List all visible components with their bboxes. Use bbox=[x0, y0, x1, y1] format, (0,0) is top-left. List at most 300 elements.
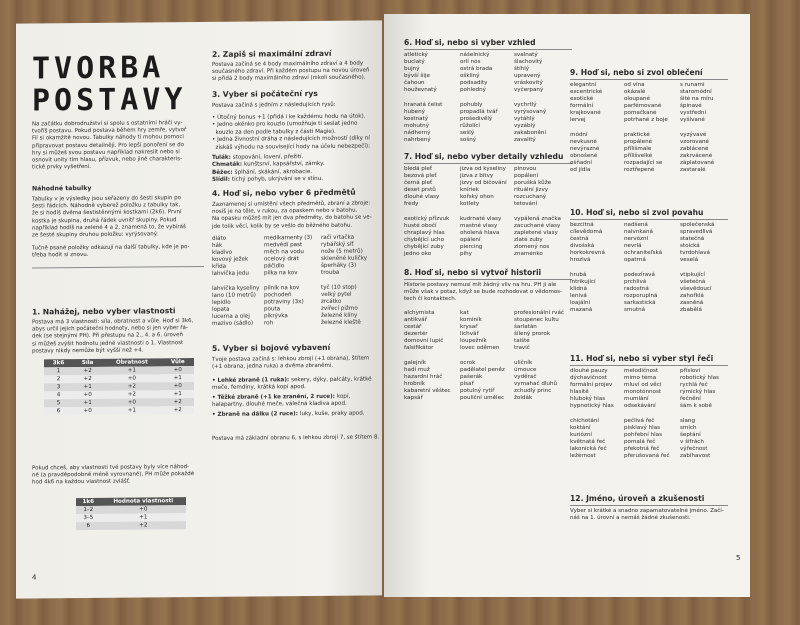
table-entry: růžolící bbox=[460, 122, 480, 129]
text-line: né (a pravděpodobně méně vyrovnané), PH může pokaždé bbox=[32, 471, 195, 479]
items-column-3 bbox=[321, 235, 367, 328]
s9-col-1 bbox=[570, 82, 602, 174]
table-entry bbox=[624, 125, 668, 132]
items-column-2 bbox=[264, 235, 312, 328]
table-entry: pomalá řeč bbox=[624, 438, 656, 445]
item: lano (10 metrů) bbox=[212, 292, 256, 299]
table-cell: +1 bbox=[73, 399, 102, 407]
table-entry: znaménko bbox=[514, 251, 543, 258]
table-entry bbox=[404, 353, 451, 360]
heading-section-5: 5. Vyber si bojové vybavení bbox=[212, 342, 331, 353]
table-entry: zlomený nos bbox=[514, 244, 550, 251]
table-cell: +2 bbox=[101, 521, 186, 530]
section-2-text bbox=[212, 60, 382, 83]
table-entry: rozcuchaný bbox=[514, 194, 547, 201]
weapon-type: • Těžké zbraně (+1 ke zranění, 2 ruce): bbox=[212, 393, 337, 401]
heading-section-4: 4. Hoď si, nebo vyber 6 předmětů bbox=[212, 187, 356, 198]
weapon-examples: sekery, dýky, palcáty, krátké meče, femdíny, krátká kopí apod. bbox=[212, 376, 372, 392]
table-entry: tetování bbox=[514, 201, 538, 208]
table-cell: +0 bbox=[73, 407, 102, 415]
text-line: může však v potaz, když se bude rozhodovat o vědomos- bbox=[404, 289, 563, 296]
table-cell: 3–5 bbox=[76, 514, 101, 522]
table-cell: +1 bbox=[161, 374, 194, 382]
table-entry bbox=[680, 411, 719, 418]
divider bbox=[570, 79, 728, 80]
item: nože (5 metrů) bbox=[321, 248, 363, 256]
text-line: Tučně psané položky odkazují na další tabulky, kde je po- bbox=[32, 244, 190, 252]
table-entry: travič bbox=[514, 345, 530, 352]
table-entry: exotické bbox=[570, 96, 594, 103]
table-entry: smích bbox=[680, 424, 697, 431]
table-entry: vzorované bbox=[680, 138, 709, 145]
table-cell: 4 bbox=[44, 391, 73, 399]
item: zvířecí pižmo bbox=[321, 305, 358, 312]
table-entry: ostrá brada bbox=[460, 66, 493, 73]
table-entry: bledá pleť bbox=[404, 166, 433, 172]
table-entry: nervózní bbox=[624, 236, 649, 243]
table-entry: s runami bbox=[680, 82, 705, 88]
bullet-item: • Útočný bonus +1 (přidá i ke každému hodu na útok). bbox=[212, 113, 366, 121]
item: pouta bbox=[264, 306, 281, 313]
item: křída bbox=[212, 264, 227, 271]
text-line: kostka je skupina, druhá řádek uvnitř skupiny. Pokud bbox=[32, 216, 177, 225]
section-12-text bbox=[570, 508, 740, 522]
table-entry: čestná bbox=[570, 236, 589, 243]
table-entry: zablácené bbox=[680, 145, 709, 152]
table-entry: cestář bbox=[404, 324, 422, 331]
table-entry: ošňadní bbox=[570, 160, 592, 167]
trade-skills: stopování, lovení, přežití. bbox=[232, 154, 304, 161]
item: pilka na kov bbox=[264, 270, 298, 277]
heading-section-6: 6. Hoď si, nebo si vyber vzhled bbox=[404, 38, 536, 47]
item: pochodeň bbox=[264, 291, 292, 299]
text-line: ze šesté skupiny druhou položku: vyrýsovaný. bbox=[32, 231, 158, 239]
table-entry: profesionální rváč bbox=[514, 310, 564, 316]
table-entry: vyzývavé bbox=[680, 131, 707, 138]
table-entry: smutná bbox=[624, 307, 646, 314]
item: šperháky (3) bbox=[321, 263, 357, 270]
bullet-item: kouzlo za den podle tabulky z části Magie). bbox=[212, 128, 336, 136]
table-entry: exotický přízvuk bbox=[404, 215, 450, 222]
divider bbox=[570, 505, 728, 506]
table-entry: oškliný bbox=[460, 73, 480, 80]
table-entry: rituální jizvy bbox=[514, 187, 549, 194]
item: roh bbox=[264, 320, 274, 327]
table-cell: +1 bbox=[102, 406, 161, 415]
table-entry: šílený prorok bbox=[514, 331, 551, 338]
item: píkrývka bbox=[264, 313, 288, 320]
table-entry: hrobník bbox=[404, 380, 426, 387]
table-entry: formální projev bbox=[570, 382, 613, 389]
trade-name: Slídil: bbox=[212, 176, 232, 184]
table-entry: roztřepené bbox=[624, 167, 655, 174]
table-entry: rychlá řeč bbox=[680, 382, 708, 389]
table-entry: stoupenec kultu bbox=[514, 317, 559, 324]
table-entry bbox=[624, 265, 662, 272]
text-line: jde tolik věcí, kolik by se vešlo do běžného batohu. bbox=[212, 222, 353, 230]
table-entry: vráskovitý bbox=[514, 80, 543, 87]
table-cell: 2 bbox=[44, 375, 73, 383]
table-entry: všetečná bbox=[680, 278, 706, 285]
table-entry: robotický hlas bbox=[680, 375, 719, 382]
text-line: nosíš je na těle, v rukou, za opaskem nebo v batohu. bbox=[212, 207, 358, 216]
item: velký pytel bbox=[321, 291, 352, 298]
table-entry: květnatá řeč bbox=[570, 438, 606, 445]
table-entry: orlí nos bbox=[460, 59, 481, 66]
table-entry: hluboký hlas bbox=[570, 396, 606, 403]
page-number-left: 4 bbox=[32, 573, 37, 582]
table-entry: podezíravá bbox=[624, 271, 655, 278]
table-entry: zchudlý princ bbox=[514, 388, 552, 395]
table-entry: zavalitý bbox=[514, 137, 536, 144]
table-entry: pohřební hlas bbox=[624, 431, 663, 438]
heading-section-11: 11. Hoď si, nebo si vyber styl řeči bbox=[570, 354, 714, 363]
table-cell: +2 bbox=[161, 398, 194, 406]
s9-col-2 bbox=[624, 82, 668, 174]
table-entry: elegantní bbox=[570, 82, 597, 88]
item: lopata bbox=[212, 306, 230, 313]
trade-list bbox=[212, 153, 382, 184]
table-cell: +2 bbox=[73, 375, 102, 383]
table-entry: pinovou bbox=[514, 166, 537, 172]
table-entry: přílišvelké bbox=[624, 152, 653, 159]
table-entry bbox=[570, 125, 602, 132]
text-line: například hodíš na zelené 4 a 2, znamená to, že vybíráš bbox=[32, 223, 186, 232]
table-cell: +1 bbox=[73, 383, 102, 391]
table-entry: dlouhé vlasy bbox=[404, 194, 440, 201]
table-entry: záplatované bbox=[680, 160, 715, 167]
s11-col-2 bbox=[624, 368, 670, 460]
table-cell: +0 bbox=[161, 366, 194, 374]
weapons-list bbox=[212, 376, 380, 420]
text-line: šesti řádcích. Náhodně vyberež položku z tabulky tak, bbox=[32, 202, 181, 210]
item: lepidlo bbox=[212, 299, 231, 306]
divider bbox=[570, 219, 728, 220]
heading-section-1: 1. Nahážej, nebo vyber vlastnosti bbox=[32, 306, 176, 317]
table-entry: výřečnost bbox=[680, 446, 708, 453]
table-entry: mumlání bbox=[624, 396, 649, 403]
divider bbox=[404, 163, 572, 164]
text-line: Zaznamenej si umístění všech předmětů, zbraní a zbroje: bbox=[212, 200, 371, 208]
table-entry: mazaná bbox=[570, 307, 593, 314]
trade-skills: kunštsrví, kapsářství, zámky. bbox=[244, 161, 325, 169]
table-entry: bezcitná bbox=[570, 222, 594, 228]
item: železné kleště bbox=[321, 319, 361, 327]
table-entry: falsifikátor bbox=[404, 345, 434, 352]
table-entry: špinavé bbox=[680, 103, 702, 110]
table-cell: +0 bbox=[161, 382, 194, 390]
text-line: Tabulky v je výsledky jsou seřazeny do šesti skupin po bbox=[32, 195, 182, 203]
table-entry: chichotání bbox=[570, 417, 599, 424]
table-entry bbox=[514, 353, 564, 360]
bullet-item: získáš výhodu na související hody na účelu nebezpečí): bbox=[212, 143, 370, 151]
table-cell: +1 bbox=[102, 366, 161, 375]
item: medvědí past bbox=[264, 242, 303, 249]
random-tables-text bbox=[32, 195, 208, 240]
table-entry: potulný rytíř bbox=[460, 388, 495, 395]
table-cell: 3 bbox=[44, 383, 73, 391]
table-entry: alchymista bbox=[404, 310, 435, 316]
table-entry: nahrbený bbox=[404, 137, 431, 144]
table-entry bbox=[680, 125, 714, 132]
table-entry: kabaretní věštec bbox=[404, 388, 451, 395]
table-entry: zlaté zuby bbox=[514, 236, 543, 243]
table-entry: kořský ohon bbox=[460, 194, 494, 201]
table-entry: sešlý bbox=[460, 130, 475, 137]
table-entry: od vína bbox=[624, 82, 645, 88]
table-entry: pisklavý hlas bbox=[624, 424, 661, 431]
item: medikamenty (3) bbox=[264, 235, 313, 242]
table-entry: fredy bbox=[404, 201, 419, 208]
table-entry: kotlety bbox=[460, 201, 480, 208]
table-entry: lovec oděmen bbox=[460, 345, 500, 352]
s11-col-3 bbox=[680, 368, 719, 460]
table-entry: cílevědomá bbox=[570, 229, 603, 236]
table-entry: zastaralé bbox=[680, 167, 706, 174]
item: lahvička jedu bbox=[212, 271, 249, 278]
table-entry: kat bbox=[460, 310, 469, 316]
table-entry: loupežník bbox=[460, 338, 487, 345]
table-entry: bezová pleť bbox=[404, 173, 437, 180]
table-entry: mimo téma bbox=[624, 375, 657, 382]
table-entry: bývší šije bbox=[404, 73, 430, 80]
weapon-type: • Lehké zbraně (1 ruka): bbox=[212, 377, 292, 384]
heading-section-9: 9. Hoď si, nebo si zvol oblečení bbox=[570, 68, 703, 77]
item: měch na vodu bbox=[264, 249, 304, 256]
table-header: Obratnost bbox=[102, 358, 161, 367]
table-entry: lenivá bbox=[570, 292, 587, 299]
s6-col-3 bbox=[514, 52, 546, 144]
table-cell: +0 bbox=[101, 505, 186, 514]
table-entry: opatrná bbox=[624, 257, 646, 264]
table-entry bbox=[514, 95, 546, 102]
table-entry: písař bbox=[460, 380, 474, 387]
text-line: Historie postavy nemusí mít žádný vliv na hru. PH ji ale bbox=[404, 282, 557, 288]
table-entry: radostná bbox=[624, 285, 649, 292]
table-entry: zacuchané vlasy bbox=[514, 222, 561, 229]
table-entry: koktání bbox=[570, 424, 591, 431]
text-line: třeba hodit si znovu. bbox=[32, 252, 89, 259]
table-entry: naivnkaná bbox=[624, 229, 653, 236]
s10-col-1 bbox=[570, 222, 605, 314]
table-entry: chybějící ucho bbox=[404, 236, 445, 243]
table-entry: rozporuplná bbox=[624, 292, 658, 299]
table-cell: 6 bbox=[76, 522, 101, 530]
table-entry: nevkusné bbox=[570, 138, 597, 145]
table-entry: spravedlivá bbox=[680, 229, 713, 236]
text-line: hod 4k6 na každou vlastnost zvlášť. bbox=[32, 479, 131, 486]
table-entry: prošedivělý bbox=[460, 115, 493, 122]
s7-col-3 bbox=[514, 166, 561, 258]
title-line-1: TVORBA bbox=[32, 50, 165, 87]
table-entry: potrhané z boje bbox=[624, 117, 668, 124]
item: páčidlo bbox=[264, 263, 285, 270]
table-cell: +0 bbox=[73, 391, 102, 399]
table-entry: hazardní hráč bbox=[404, 373, 443, 380]
table-entry: rýmický hlas bbox=[680, 389, 716, 396]
trade-item bbox=[212, 176, 382, 185]
table-entry: excentrické bbox=[570, 89, 603, 96]
item: dláto bbox=[212, 235, 227, 242]
trade-skills: tichý pohyb, ukrývání se v stínu. bbox=[231, 176, 324, 183]
table-entry: vyděrač bbox=[514, 373, 537, 380]
table-entry bbox=[624, 411, 670, 418]
table-entry: zahořklá bbox=[680, 292, 704, 299]
table-entry bbox=[404, 209, 449, 216]
table-entry: lichvář bbox=[460, 331, 479, 338]
table-entry: buclatý bbox=[404, 59, 425, 66]
table-entry bbox=[680, 265, 714, 272]
text-line: připravovat postavu detailněji. Pro lepší ponoření se do bbox=[32, 141, 185, 150]
table-entry: dezertér bbox=[404, 331, 428, 338]
table-cell: +0 bbox=[102, 398, 161, 407]
table-entry: intrikující bbox=[570, 278, 596, 285]
table-cell: +2 bbox=[73, 367, 102, 375]
table-entry: krajkované bbox=[570, 110, 601, 117]
table-entry: pihy bbox=[460, 251, 472, 258]
table-entry: veselá bbox=[680, 257, 699, 264]
section-8-text bbox=[404, 282, 574, 304]
table-entry: hlasitě bbox=[570, 389, 589, 396]
table-entry: hrozivá bbox=[570, 257, 591, 264]
s8-col-2 bbox=[460, 310, 505, 402]
table-entry: přílišmale bbox=[624, 145, 652, 152]
text-line: tvoříš postavu. Pokud postava během hry zemře, vytvoř bbox=[32, 127, 187, 135]
heading-nahodne-tabulky: Náhodné tabulky bbox=[32, 184, 92, 193]
table-entry: melodičnost bbox=[624, 368, 659, 374]
item: potraviny (3x) bbox=[264, 298, 304, 306]
weapon-item bbox=[212, 376, 380, 392]
table-entry: bujný bbox=[404, 66, 420, 73]
table-entry: deset prstů bbox=[404, 187, 436, 194]
table-entry: lervej bbox=[570, 117, 586, 124]
table-entry: šarlatán bbox=[514, 324, 537, 331]
table-entry: kníriek bbox=[460, 187, 479, 194]
table-entry: sošný bbox=[460, 137, 477, 144]
table-header: Síla bbox=[73, 359, 102, 367]
s10-col-3 bbox=[680, 222, 714, 314]
s11-col-1 bbox=[570, 368, 614, 460]
text-line: náš na 1. úrovni a nemáš žádné zkušenosti. bbox=[570, 515, 691, 522]
text-line: tické prvky vyšetření. bbox=[32, 164, 92, 171]
heading-section-3: 3. Vyber si počáteční rys bbox=[212, 88, 318, 99]
s6-col-1 bbox=[404, 52, 442, 144]
weapon-examples: luky, kuše, praky apod. bbox=[299, 410, 365, 417]
s9-col-3 bbox=[680, 82, 714, 174]
table-entry: klidná bbox=[570, 285, 587, 292]
table-entry: popálení bbox=[514, 173, 539, 180]
table-entry: v šifrách bbox=[680, 438, 704, 445]
heading-section-8: 8. Hoď si, nebo si vytvoř historii bbox=[404, 268, 542, 277]
item: ocelový drát bbox=[264, 256, 299, 263]
table-entry: nevýrazné bbox=[570, 145, 600, 152]
table-entry: žoldák bbox=[514, 395, 533, 402]
table-entry: staromódní bbox=[680, 89, 712, 96]
weapon-type: • Zbraně na dálku (2 ruce): bbox=[212, 410, 300, 418]
table-entry: zbabělá bbox=[680, 307, 702, 314]
table-header: Hodnota vlastnosti bbox=[101, 497, 186, 506]
intro-text bbox=[32, 120, 208, 172]
text-line: Tvoje postava začíná s: lehkou zbrojí (+1 obrana), štítem bbox=[212, 355, 370, 363]
section-1-text-2 bbox=[32, 464, 208, 487]
table-entry: dlouhé pauzy bbox=[570, 368, 608, 374]
table-entry: kominík bbox=[460, 317, 482, 324]
table-entry: nášelnický bbox=[460, 52, 490, 58]
weapon-examples: kopí, halapartny, dlouhé meče, válečná kladiva apod. bbox=[212, 393, 351, 409]
table-entry: mluví od věci bbox=[624, 382, 662, 389]
table-entry: ochraniteľská bbox=[624, 250, 663, 257]
table-entry bbox=[460, 353, 505, 360]
item: trouba bbox=[321, 270, 340, 277]
table-entry: piercing bbox=[460, 244, 483, 251]
table-entry: oholená hlava bbox=[460, 229, 500, 236]
table-entry: pohledný bbox=[460, 87, 486, 94]
table-entry: vytáhlý bbox=[514, 115, 535, 122]
table-entry: mastné vlasy bbox=[460, 222, 498, 229]
trait-list bbox=[212, 113, 382, 152]
table-entry: šeptání bbox=[680, 431, 701, 438]
text-line: že si hodíš dvěma šestistěnnými kostkami (2k6). První bbox=[32, 209, 182, 217]
table-entry: hubený bbox=[404, 108, 425, 115]
section-5-text bbox=[212, 355, 382, 371]
divider bbox=[32, 266, 204, 269]
table-entry: čahoun bbox=[404, 80, 425, 87]
table-cell: 1 bbox=[44, 367, 73, 375]
table-cell: +2 bbox=[161, 406, 194, 414]
table-entry: zasněná bbox=[680, 300, 704, 307]
table-entry: zabíhavost bbox=[680, 453, 711, 460]
bullet-item: • Jedno okénko pro kouzlo (umožňuje ti seslat jedno bbox=[212, 121, 358, 129]
bullet-item: • Jedna živnostní dráha z následujících možností (díky ní bbox=[212, 135, 370, 144]
text-line: současného zdraví. Při každém postupu na novou úroveň bbox=[212, 67, 370, 76]
table-entry: husté obočí bbox=[404, 222, 437, 229]
table-entry: společenská bbox=[680, 222, 715, 228]
table-entry: vymahač dluhů bbox=[514, 380, 558, 387]
table-entry: zakabonění bbox=[514, 130, 546, 137]
text-line: Na začátku dobrodružství si spolu s ostatními hráči vy- bbox=[32, 120, 183, 128]
s10-col-2 bbox=[624, 222, 662, 314]
table-entry: vypálená značka bbox=[514, 215, 561, 222]
item: železné klíny bbox=[321, 312, 358, 319]
table-cell: +0 bbox=[102, 374, 161, 383]
s6-col-2 bbox=[460, 52, 498, 144]
table-entry: propadlá tvář bbox=[460, 108, 498, 115]
table-entry: houževnatý bbox=[404, 87, 437, 94]
s8-col-3 bbox=[514, 310, 564, 402]
table-entry: pouliční umělec bbox=[460, 395, 505, 402]
table-entry: jizva od kyseliny bbox=[460, 166, 506, 172]
table-entry: praktické bbox=[624, 131, 650, 138]
section-1-text bbox=[32, 318, 208, 356]
table-entry: kudrnaté vlasy bbox=[460, 215, 502, 222]
table-entry: ocrok bbox=[460, 359, 476, 366]
table-entry: prchlivá bbox=[624, 278, 647, 285]
table-entry: řečnění bbox=[680, 396, 701, 403]
table-entry: formální bbox=[570, 103, 594, 110]
trade-name: Tulák: bbox=[212, 154, 233, 161]
table-cell: 1–2 bbox=[76, 506, 101, 514]
table-entry: taišté bbox=[514, 338, 530, 345]
text-line: Postava začíná se 4 body maximálního zdraví a 4 body bbox=[212, 60, 364, 68]
text-line: (+1 obrana, jedna ruka) a dvěma zbraněmi. bbox=[212, 363, 334, 371]
table-entry: padělatel peněz bbox=[460, 366, 505, 373]
table-cell: 5 bbox=[44, 399, 73, 407]
section-4-text bbox=[212, 200, 382, 230]
text-line: hry si můžeš svou postavu například nakreslit nebo si bbox=[32, 148, 180, 157]
table-entry: uličník bbox=[514, 359, 533, 366]
text-line: Postava má 3 vlastnosti: síla, obratnost a vůle. Hoď si 3k6, bbox=[32, 318, 194, 326]
table-entry: příslovi bbox=[680, 368, 701, 374]
